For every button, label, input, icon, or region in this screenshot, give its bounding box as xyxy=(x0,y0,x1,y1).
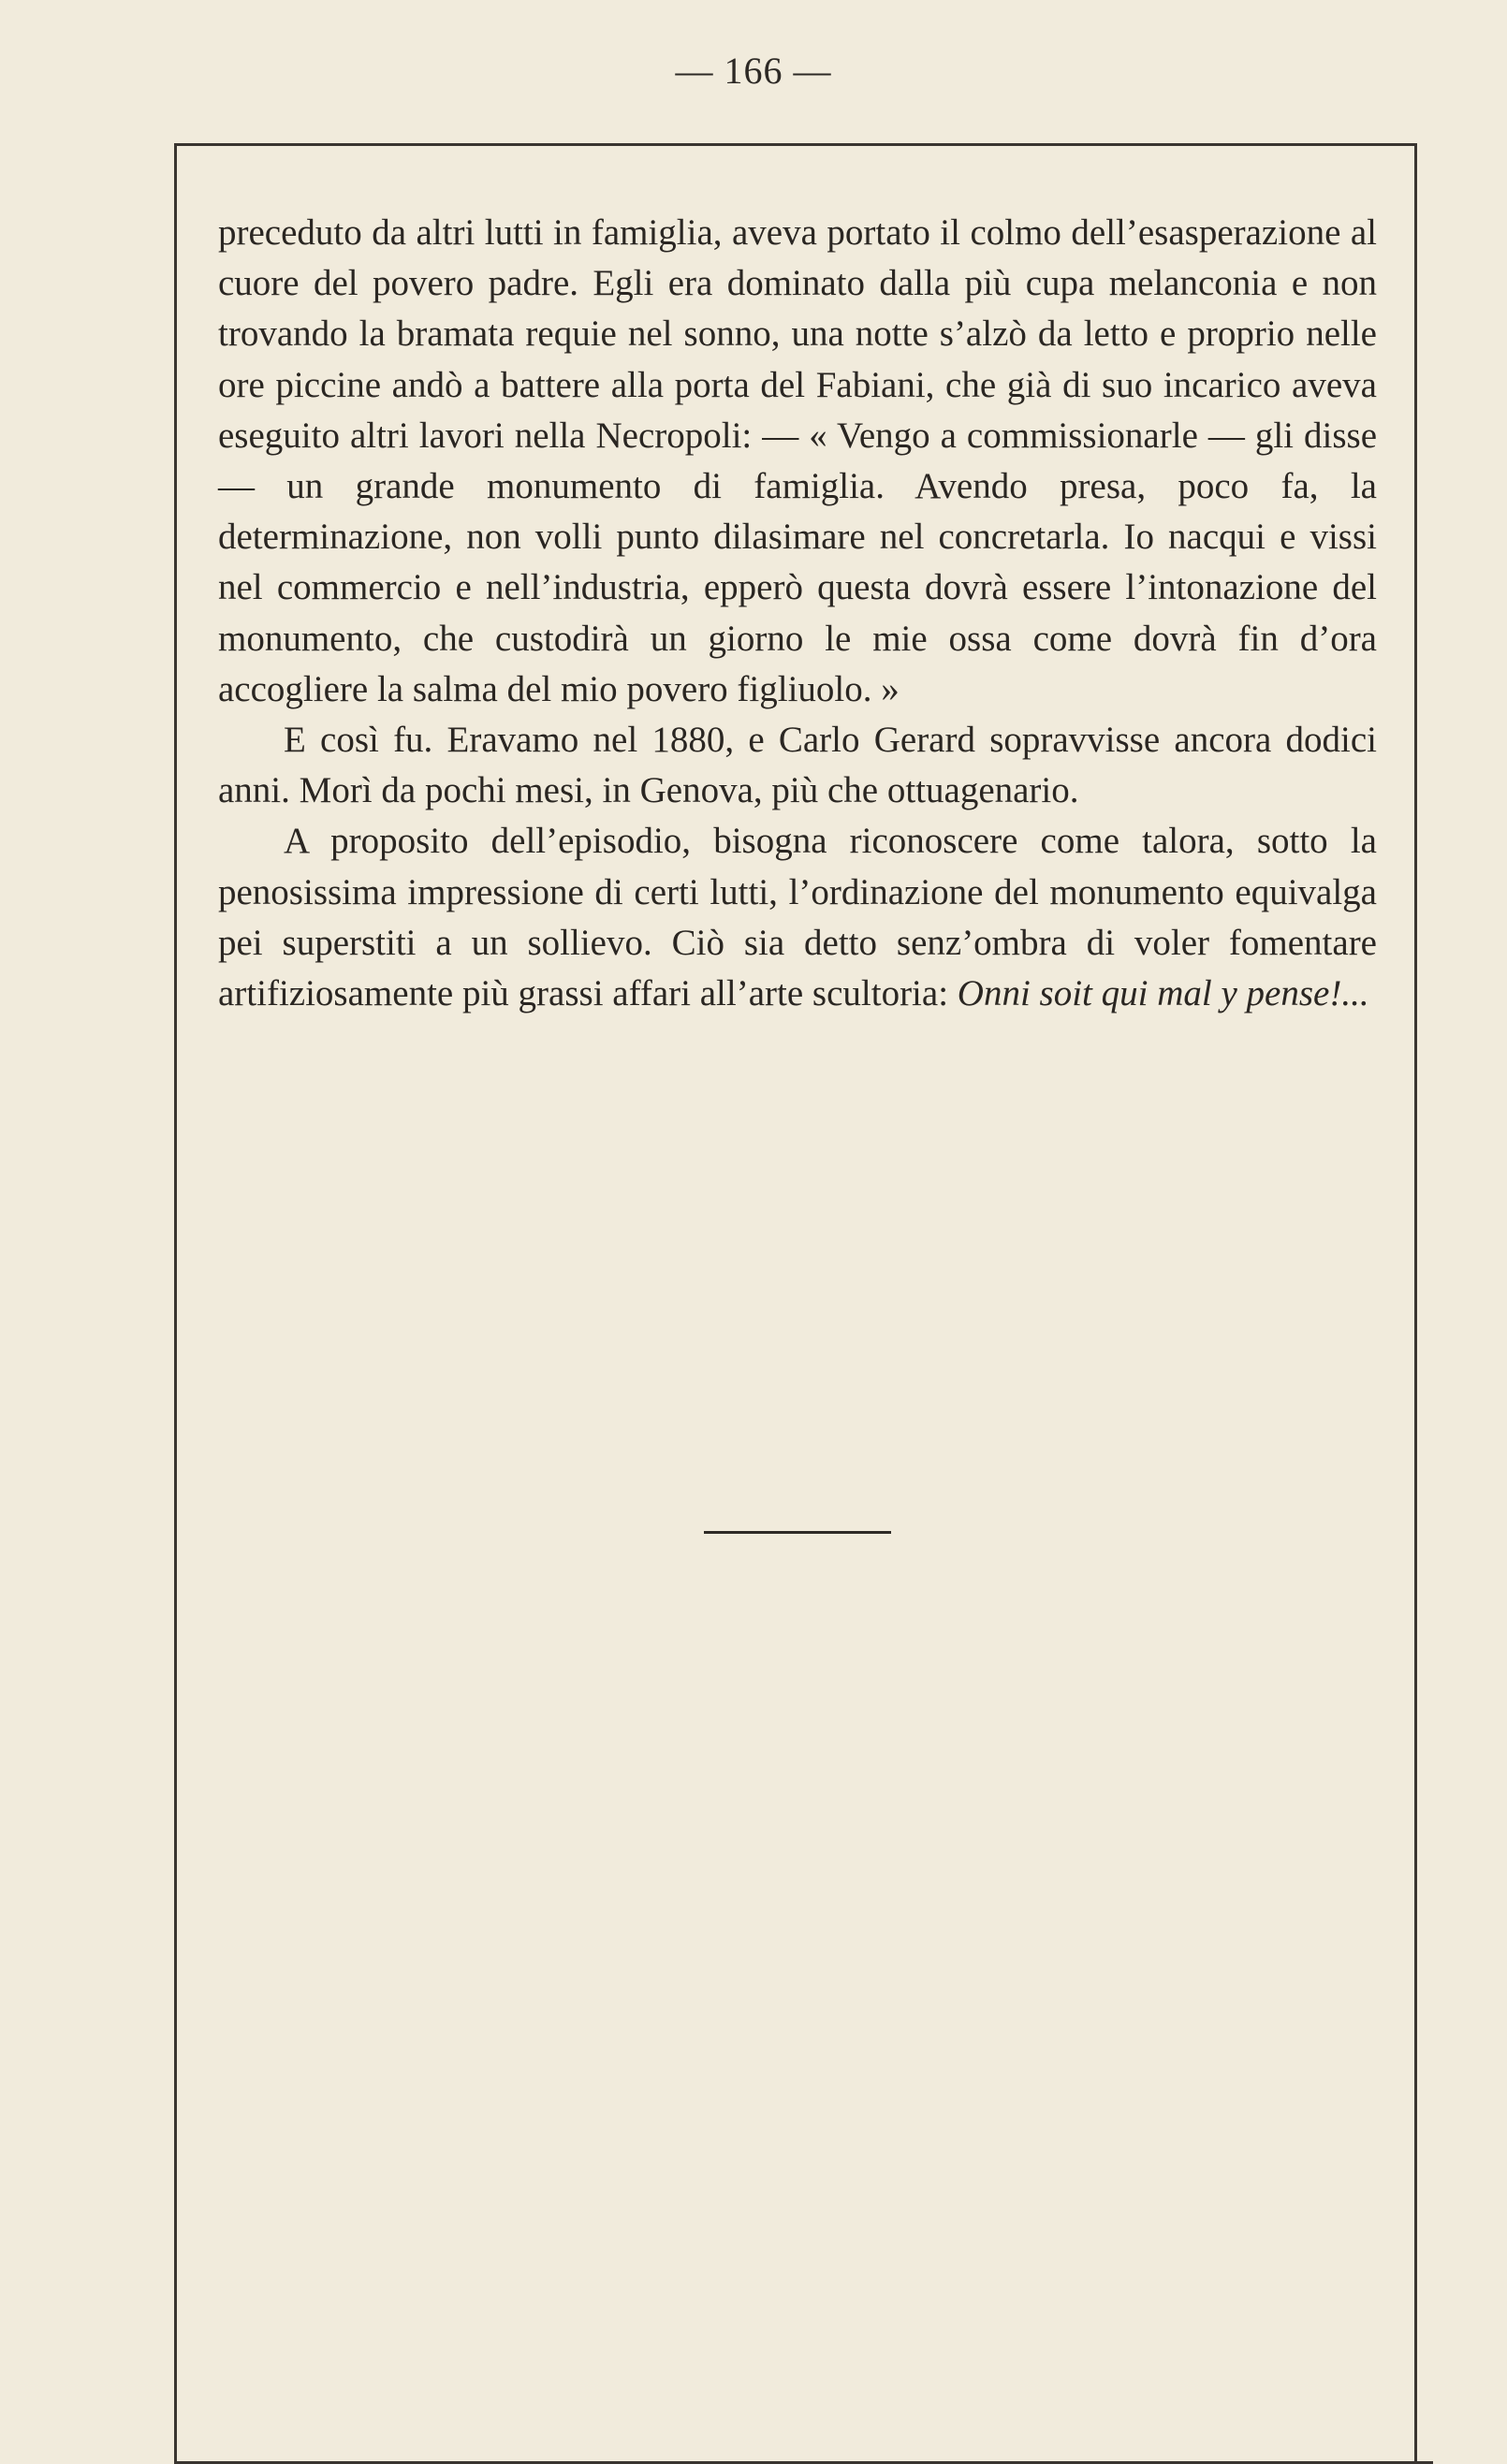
paragraph-1: preceduto da altri lutti in famiglia, aveva portato il colmo dell’esasperazione al cuore del povero padre. Egli era dominato dalla più cupa melanconia e non trovando la bramata requie nel sonno, una notte s’alzò da letto e proprio nelle ore piccine andò a battere alla porta del Fabiani, che già di suo incarico aveva eseguito altri lavori nella Necropoli: — « Vengo a commissionarle — gli disse — un grande monumento di famiglia. Avendo presa, poco fa, la determinazione, non volli punto dilasimare nel concretarla. Io nacqui e vissi nel commercio e nell’industria, epperò questa dovrà essere l’intonazione del monumento, che custodirà un giorno le mie ossa come dovrà fin d’ora accogliere la salma del mio povero figliuolo. » xyxy=(218,212,1377,709)
body-text xyxy=(218,208,1377,1019)
end-rule xyxy=(704,1531,891,1534)
paragraph-3-italic-motto: Onni soit qui mal y pense!... xyxy=(957,973,1369,1014)
paragraph-3-text: A proposito dell’episodio, bisogna riconoscere come talora, sotto la penosissima impressione di certi lutti, l’ordinazione del monumento equivalga pei superstiti a un sollievo. Ciò sia detto senz’ombra di voler fomentare artifiziosamente più grassi affari all’arte scultoria: xyxy=(218,821,1377,1014)
page-number: — 166 — xyxy=(675,50,832,92)
paragraph-2: E così fu. Eravamo nel 1880, e Carlo Gerard sopravvisse ancora dodici anni. Morì da pochi mesi, in Genova, più che ottuagenario. xyxy=(218,720,1377,811)
paragraph-3 xyxy=(218,816,1377,1019)
